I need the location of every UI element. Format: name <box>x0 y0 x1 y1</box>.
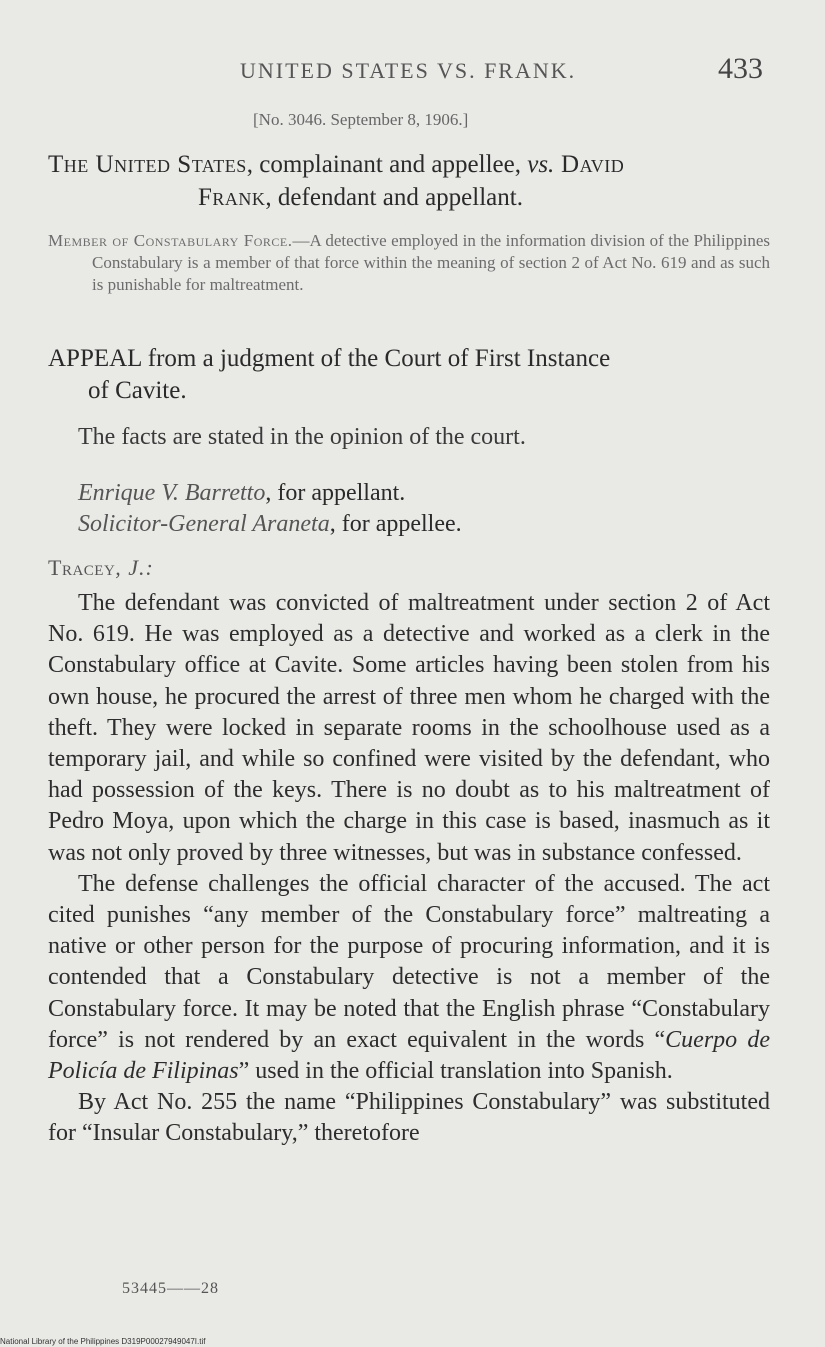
running-title: UNITED STATES VS. FRANK. <box>240 58 577 83</box>
appellant-counsel-role: , for appellant. <box>265 480 406 506</box>
appeal-line-1: from a judgment of the Court of First Instance <box>141 345 611 372</box>
appeal-lead: APPEAL <box>48 345 142 372</box>
scan-source-line: National Library of the Philippines D319P00027949047I.tif <box>0 1337 206 1346</box>
caption-plaintiff-role: , complainant and appellee, <box>246 151 528 178</box>
syllabus <box>48 230 770 296</box>
caption-plaintiff: The United States <box>48 151 247 178</box>
judge-heading <box>48 555 154 581</box>
appeal-line-2: of Cavite. <box>88 377 187 404</box>
printer-signature: 53445——28 <box>122 1280 219 1297</box>
appeal-statement <box>48 343 778 407</box>
opinion-p2-text-a: The defense challenges the official character of the accused. The act cited punishes “any member of the Constabulary force” maltreating a native or other person for the purpose of procuring information, and it is contended that a Constabulary detective is not a member of the Constabulary force. It may be noted that the English phrase “Constabulary force” is not rendered by an exact equivalent in the words “ <box>48 870 770 1053</box>
syllabus-body <box>48 230 770 296</box>
appellant-counsel-name: Enrique V. Barretto <box>78 480 266 506</box>
syllabus-heading: Member of Constabulary Force. <box>48 231 293 250</box>
counsel-appellant <box>78 478 462 509</box>
caption-defendant-role: , defendant and appellant. <box>265 184 523 211</box>
opinion-paragraph-1: The defendant was convicted of maltreatment under section 2 of Act No. 619. He was employed as a detective and worked as a clerk in the Constabulary office at Cavite. Some articles having been stolen from his own house, he procured the arrest of three men whom he charged with the theft. They were locked in separate rooms in the schoolhouse used as a temporary jail, and while so confined were visited by the defendant, who had possession of the keys. There is no doubt as to his maltreatment of Pedro Moya, upon which the charge in this case is based, inasmuch as it was not only proved by three witnesses, but was in substance confessed. <box>48 590 770 866</box>
opinion-p2-italic: Cuerpo de Policía de Filipinas <box>48 1026 770 1085</box>
facts-statement: The facts are stated in the opinion of the court. <box>78 424 526 450</box>
opinion-paragraph-3: By Act No. 255 the name “Philippines Constabulary” was substituted for “Insular Constabulary,” theretofore <box>48 1089 770 1147</box>
counsel-appellee <box>78 509 462 540</box>
opinion-paragraph-2 <box>48 869 770 1087</box>
caption-vs: vs. <box>527 151 555 178</box>
appellee-counsel-name: Solicitor-General Araneta <box>78 511 330 537</box>
appellee-counsel-role: , for appellee. <box>329 511 462 537</box>
judge-name: Tracey <box>48 555 116 580</box>
opinion-p2-text-b: ” used in the official translation into Spanish. <box>238 1058 673 1085</box>
page-number: 433 <box>718 52 763 85</box>
counsel-block <box>78 478 462 540</box>
caption-defendant-last: Frank <box>198 184 266 211</box>
caption-defendant-first: David <box>554 151 625 178</box>
case-caption <box>48 148 778 214</box>
caption-line-2 <box>48 181 778 214</box>
docket-line: [No. 3046. September 8, 1906.] <box>253 110 469 129</box>
judge-title: , J.: <box>115 555 154 580</box>
syllabus-text: —A detective employed in the information division of the Philippines Constabulary is a member of that force within the meaning of section 2 of Act No. 619 and as such is punishable for maltreatment. <box>92 231 771 294</box>
opinion-body <box>48 588 770 1150</box>
